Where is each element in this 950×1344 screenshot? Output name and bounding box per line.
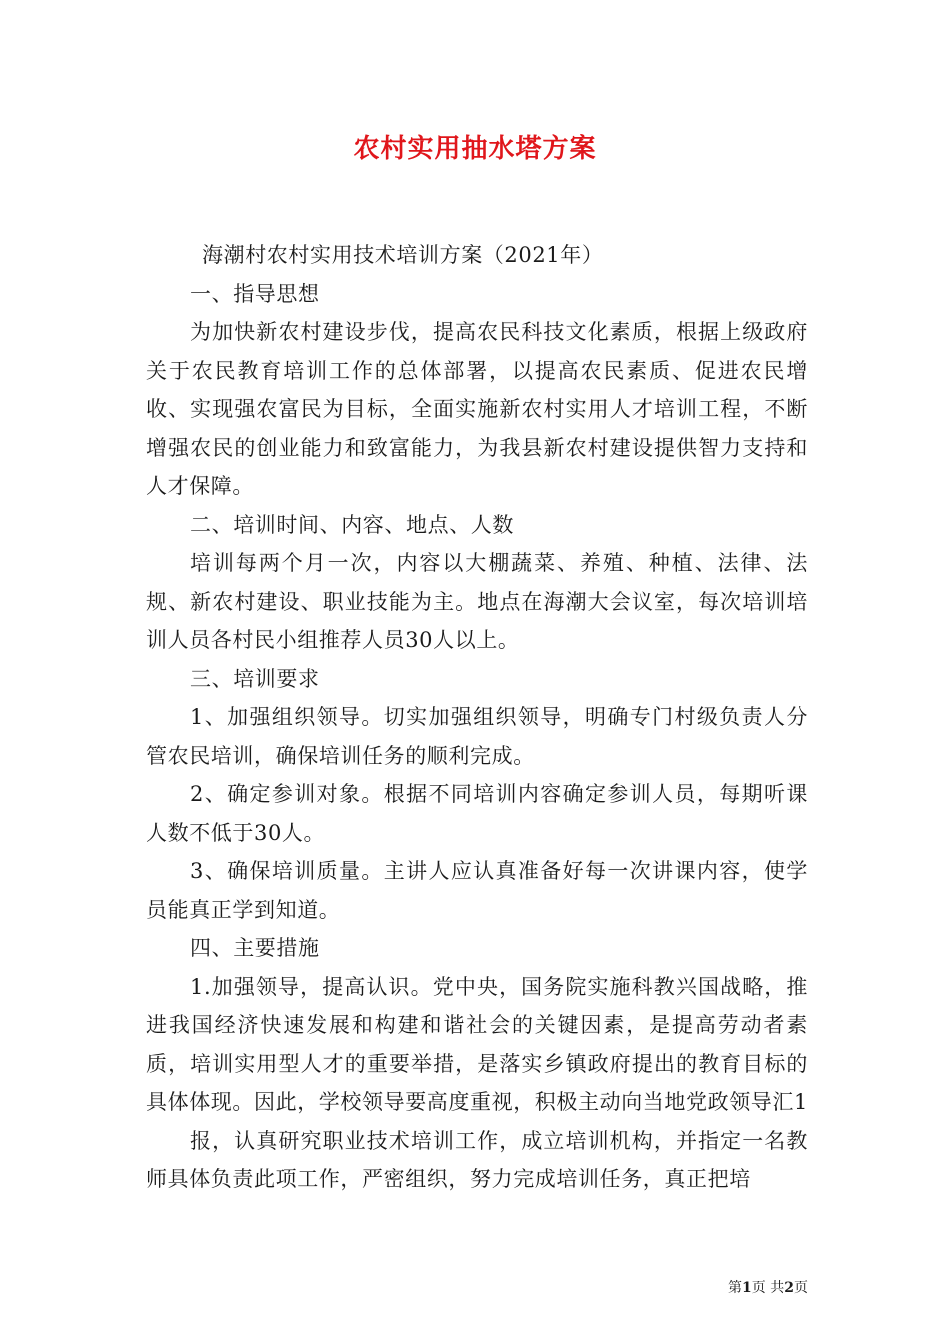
list-item: 3、确保培训质量。主讲人应认真准备好每一次讲课内容，使学员能真正学到知道。 [146, 859, 808, 922]
document-title: 农村实用抽水塔方案 [353, 134, 597, 164]
document-body [146, 236, 808, 1199]
page-label-suffix: 页 [794, 1280, 808, 1296]
paragraph: 培训每两个月一次，内容以大棚蔬菜、养殖、种植、法律、法规、新农村建设、职业技能为主。地点在海潮大会议室，每次培训培训人员各村民小组推荐人员30人以上。 [146, 551, 808, 652]
current-page: 1 [742, 1280, 752, 1296]
section-heading-training-requirements: 三、培训要求 [190, 666, 320, 691]
paragraph-plan-heading: 海潮村农村实用技术培训方案（2021年） [202, 243, 604, 267]
page-label-middle: 页 共 [751, 1280, 785, 1296]
paragraph: 报，认真研究职业技术培训工作，成立培训机构，并指定一名教师具体负责此项工作，严密组织，努力完成培训任务，真正把培 [146, 1128, 808, 1191]
section-heading-training-schedule: 二、培训时间、内容、地点、人数 [190, 512, 514, 537]
list-item: 1.加强领导，提高认识。党中央，国务院实施科教兴国战略，推进我国经济快速发展和构建和谐社会的关键因素，是提高劳动者素质，培训实用型人才的重要举措，是落实乡镇政府提出的教育目标的具体体现。因此，学校领导要高度重视，积极主动向当地党政领导汇1 [146, 974, 808, 1114]
total-pages: 2 [784, 1280, 794, 1296]
list-item: 1、加强组织领导。切实加强组织领导，明确专门村级负责人分管农民培训，确保培训任务的顺利完成。 [146, 705, 808, 768]
page-number [728, 1278, 808, 1298]
section-heading-main-measures: 四、主要措施 [190, 936, 320, 960]
list-item: 2、确定参训对象。根据不同培训内容确定参训人员，每期听课人数不低于30人。 [146, 782, 808, 845]
page-label-prefix: 第 [728, 1280, 743, 1296]
section-heading-guiding-ideology: 一、指导思想 [190, 281, 320, 306]
paragraph: 为加快新农村建设步伐，提高农民科技文化素质，根据上级政府关于农民教育培训工作的总体部署，以提高农民素质、促进农民增收、实现强农富民为目标，全面实施新农村实用人才培训工程，不断增强农民的创业能力和致富能力，为我县新农村建设提供智力支持和人才保障。 [146, 320, 808, 498]
